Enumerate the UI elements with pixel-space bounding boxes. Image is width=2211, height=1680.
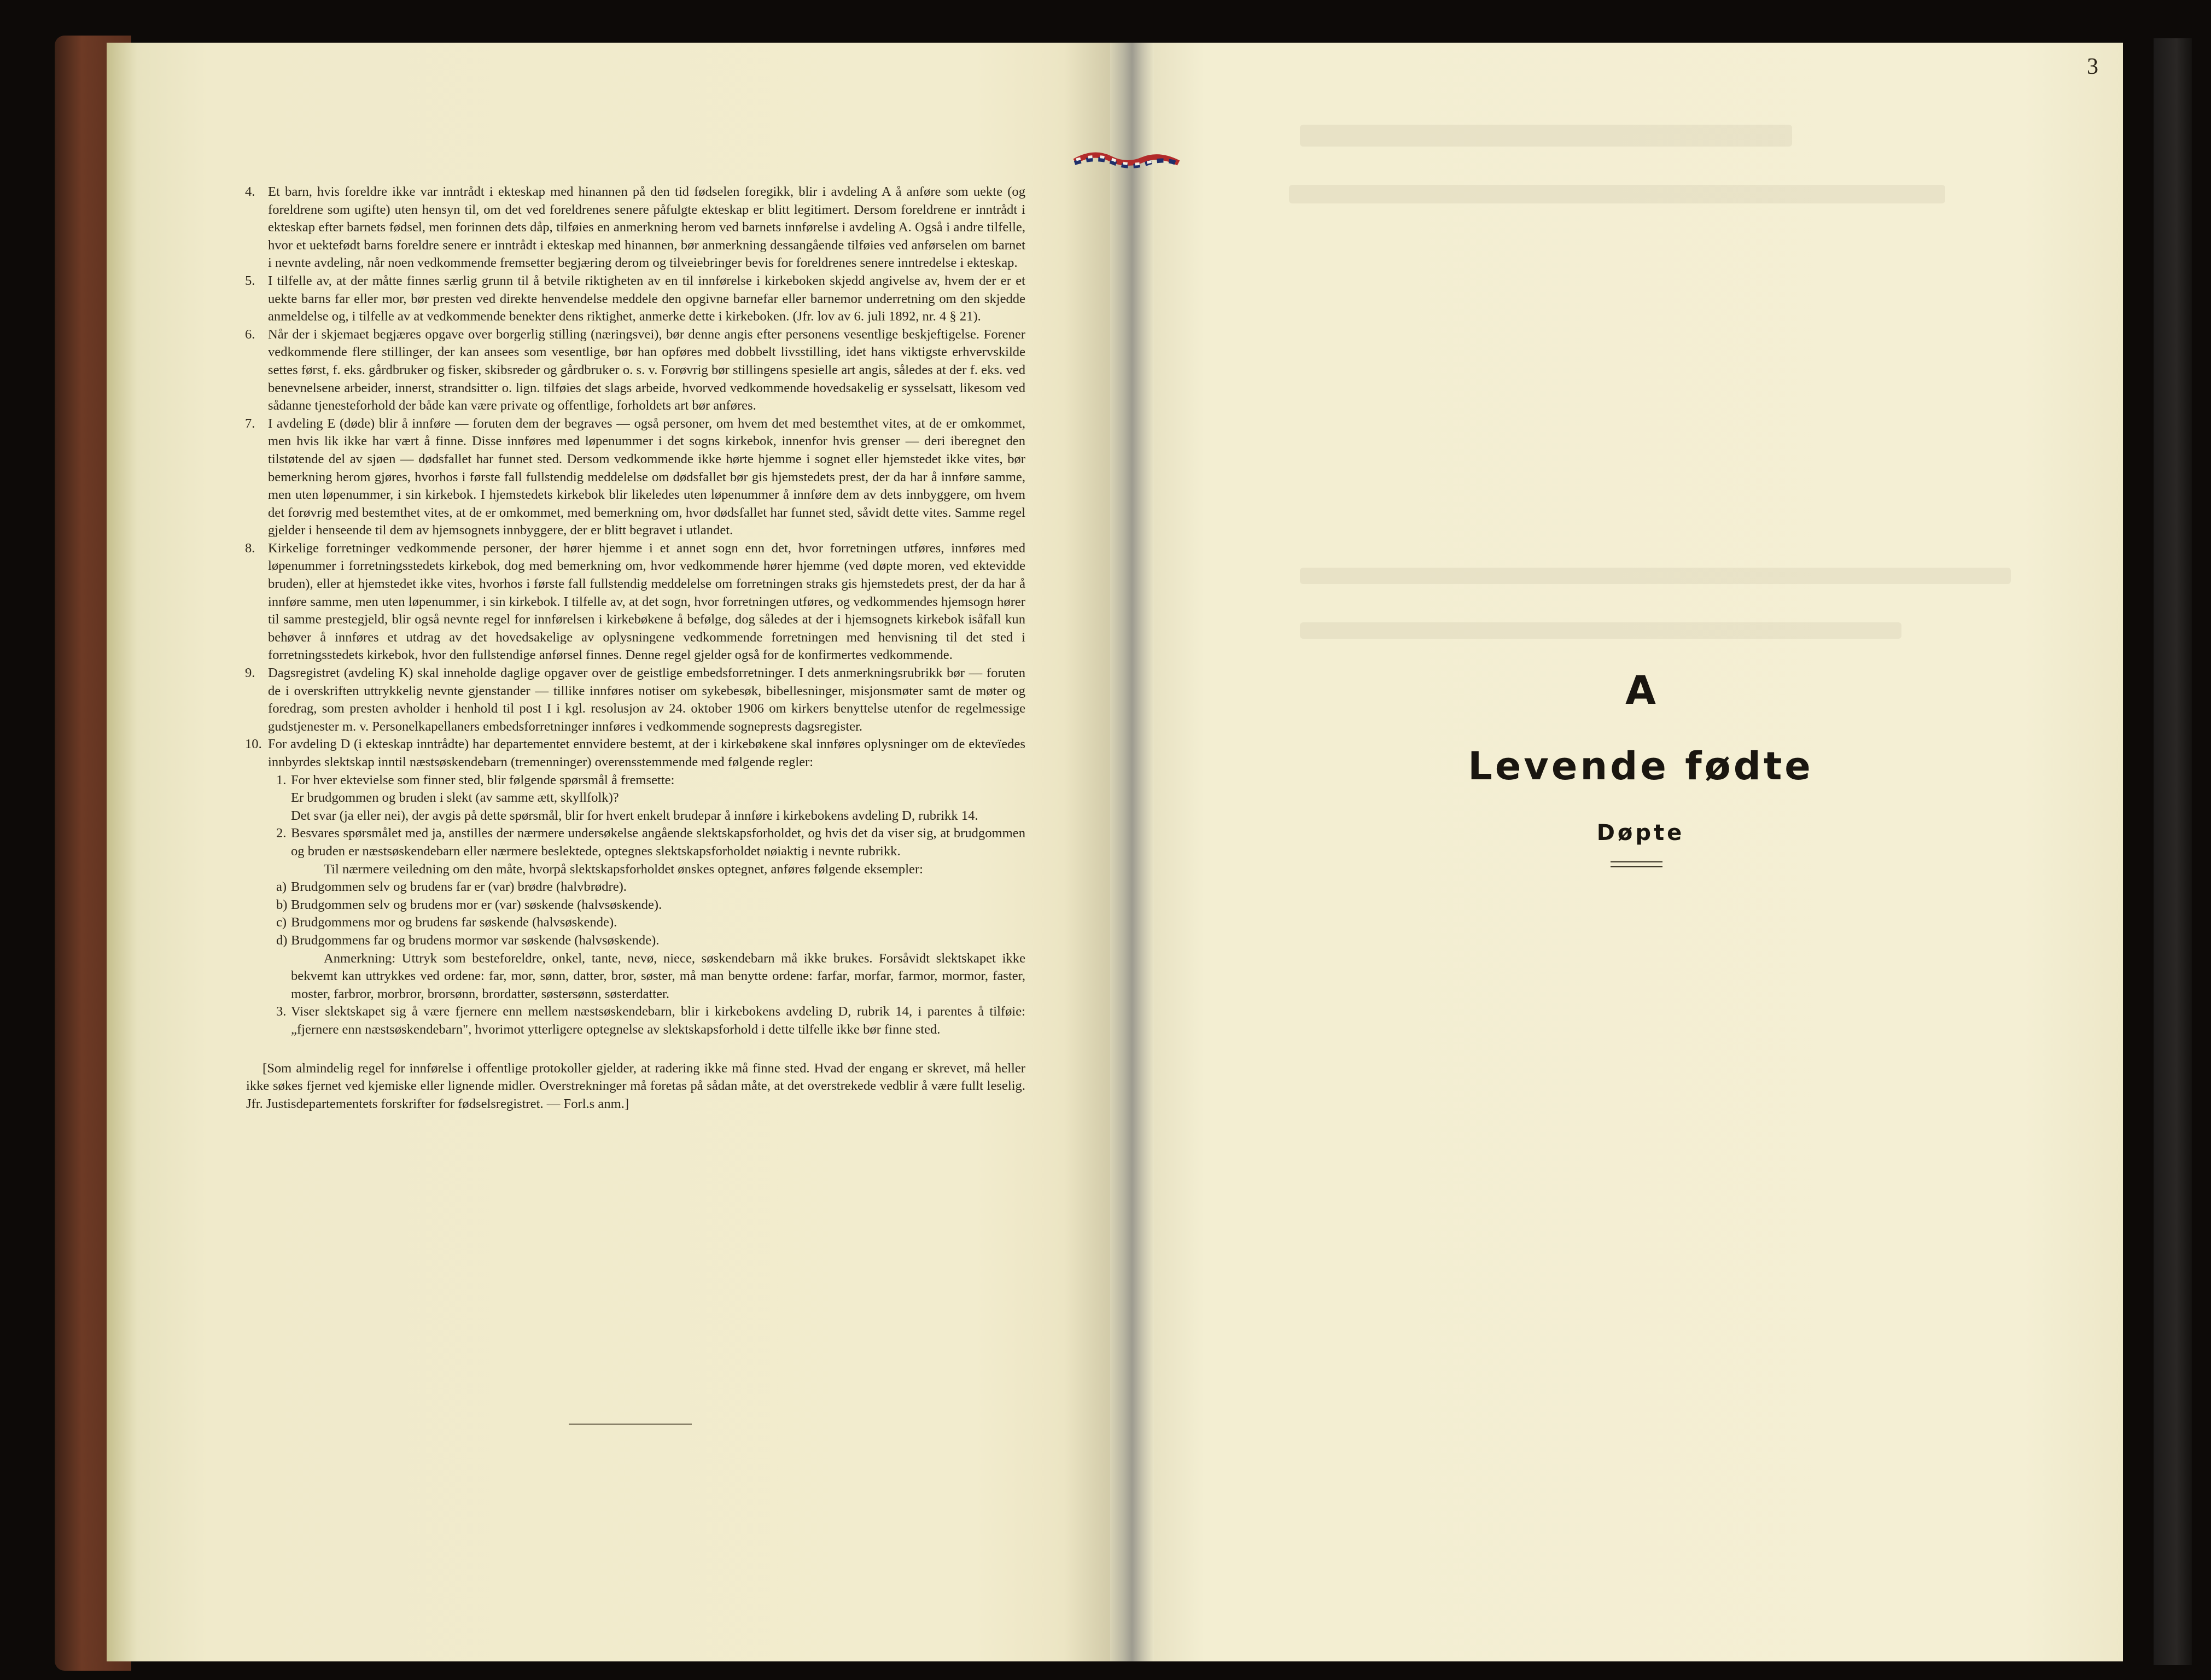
rule-item: 2. Besvares spørsmålet med ja, anstilles der nærmere undersøkelse angående slektskapsforholdet, og hvis det da viser sig, at brudgommen og bruden er næstsøskendebarn eller nærmere beslektede, optegnes slektskapsforholdet nøiaktig i nevnte rubrikk. xyxy=(276,826,1025,859)
editor-note: [Som almindelig regel for innførelse i offentlige protokoller gjelder, at radering ikke må finne sted. Hvad der engang er skrevet, må heller ikke søkes fjernet ved kjemiske eller lignende midler. Overstrekninger må foretas på sådan måte, at det overstrekede vedblir å være fullt leselig. Jfr. Justisdepartementets forskrifter for fødselsregistret. — Forl.s anm.] xyxy=(246,1060,1025,1111)
book-gutter xyxy=(1110,43,1154,1661)
instructions-text xyxy=(246,183,1025,1113)
example-item: a) Brudgommen selv og brudens far er (var) brødre (halvbrødre). xyxy=(276,879,627,895)
closing-rule xyxy=(569,1424,692,1425)
section-subtitle: Døpte xyxy=(1596,820,1685,845)
instruction-item: 7. I avdeling E (døde) blir å innføre — foruten dem der begraves — også personer, om hvem det med bestemthet vites, at de er omkommet, men hvis lik ikke har vært å finne. Disse innføres med løpenummer i det sogns kirkebok, innenfor hvis grenser — deri iberegnet den tilstøtende del av sjøen — dødsfallet har funnet sted. Dersom vedkommende ikke hørte hjemme i sognet eller hjemstedet ikke vites, bør bemerkning herom gjøres, hvorhos i første fall fullstendig meddelelse om dødsfallet bør gis hjemstedets prest, der da har å innføre samme, men uten løpenummer, i sin kirkebok. I hjemstedets kirkebok blir likeledes uten løpenummer å innføre dem av dets innbyggere, om hvem det forøvrig med bestemthet vites, at de er omkommet, med bemerkning om, hvor dødsfallet har funnet sted, såvidt dette vites. Samme regel gjelder i henseende til dem av hjemsognets innbyggere, der er blitt begravet i utlandet. xyxy=(245,416,1025,538)
example-item: c) Brudgommens mor og brudens far søskende (halvsøskende). xyxy=(276,915,617,930)
example-item: d) Brudgommens far og brudens mormor var søskende (halvsøskende). xyxy=(276,932,660,948)
rule-item: Til nærmere veiledning om den måte, hvorpå slektskapsforholdet ønskes optegnet, anføres følgende eksempler: xyxy=(324,861,923,877)
example-item: b) Brudgommen selv og brudens mor er (var) søskende (halvsøskende). xyxy=(276,897,662,912)
right-page xyxy=(1125,43,2123,1661)
instruction-item: 10. For avdeling D (i ekteskap inntrådte) har departementet ennvidere bestemt, at der i kirkebøkene skal innføres oplysninger om de ektevïedes innbyrdes slektskap inntil næstsøskendebarn (tremenninger) overensstemmende med følgende regler: xyxy=(245,737,1025,769)
rule-item: Det svar (ja eller nei), der avgis på dette spørsmål, blir for hvert enkelt brudepar å innføre i kirkebokens avdeling D, rubrikk 14. xyxy=(291,808,978,823)
page-number: 3 xyxy=(2087,54,2098,79)
instruction-item: 9. Dagsregistret (avdeling K) skal inneholde daglige opgaver over de geistlige embedsforretninger. I dets anmerkningsrubrikk bør — foruten de i overskriften uttrykkelig nevnte gjenstander — tillike innføres notiser om sykebesøk, bibellesninger, misjonsmøter samt de møter og foredrag, som presten avholder i henhold til post I i kgl. resolusjon av 24. oktober 1906 om kirkers benyttelse utenfor de regelmessige gudstjenester m. v. Personelkapellaners embedsforretninger innføres i vedkommende sogneprests dagsregister. xyxy=(245,666,1025,734)
book-cover-right-edge xyxy=(2154,38,2192,1665)
instruction-item: 4. Et barn, hvis foreldre ikke var inntrådt i ekteskap med hinannen på den tid fødselen foregikk, blir i avdeling A å anføre som uekte (og foreldrene som ugifte) uten hensyn til, om det ved foreldrenes senere påfulgte ekteskap er blitt legitimert. Dersom foreldrene er inntrådt i ekteskap efter barnets fødsel, men forinnen dets dåp, tilføies en anmerkning herom ved barnets innførelse i avdeling A. Også i andre tilfelle, hvor et uektefødt barns foreldre senere er inntrådt i ekteskap med hinannen, bør anmerkning dessangående tilføies ved anførselen om barnet i nevnte avdeling, når noen vedkommende fremsetter begjæring derom og tilveiebringer bevis for foreldrenes senere inntredelse i ekteskap. xyxy=(245,184,1025,271)
remark-text: Anmerkning: Uttryk som besteforeldre, onkel, tante, nevø, niece, søskendebarn må ikke brukes. Forsåvidt slektskapet ikke bekvemt kan uttrykkes ved ordene: far, mor, sønn, datter, bror, søster, må man benytte ordene: farfar, morfar, farmor, mormor, faster, moster, farbror, morbror, brorsønn, brordatter, søstersønn, søsterdatter. xyxy=(291,950,1025,1001)
section-title: Levende fødte xyxy=(1468,744,1813,789)
rule-item: 3. Viser slektskapet sig å være fjernere enn mellem næstsøskendebarn, blir i kirkebokens avdeling D, rubrik 14, i parentes å tilføie: „fjernere enn næstsøskendebarn", hvorimot ytterligere optegnelse av slektskapsforhold i dette tilfelle ikke bør finne sted. xyxy=(276,1004,1025,1037)
rule-item: 1. For hver ektevielse som finner sted, blir følgende spørsmål å fremsette: xyxy=(276,772,675,788)
section-letter: A xyxy=(1625,667,1656,713)
instruction-item: 8. Kirkelige forretninger vedkommende personer, der hører hjemme i et annet sogn enn det, hvor forretningen utføres, innføres med løpenummer i forretningsstedets kirkebok, dog med bemerkning om, hvor vedkommende hører hjemme (ved døpte moren, ved ektevidde bruden), eller at hjemstedet ikke vites, hvorhos i første fall fullstendig meddelelse om forretningen straks gis hjemstedets prest, der da har å innføre samme, men uten løpenummer, i sin kirkebok. I tilfelle av, at det sogn, hvor forretningen utføres, og vedkommendes hjemsogn hører til samme prestegjeld, blir også nevnte regel for innførelsen i kirkebøkene å befølge, dog således at der i hjemsognets kirkebok isåfall kun behøver å innføres et utdrag av det hovedsakelige av oplysningene vedkommende forretningen med henvisning til det sted i forretningsstedets kirkebok, hvor den fullstendige anførsel finnes. Denne regel gjelder også for de konfirmertes vedkommende. xyxy=(245,540,1025,663)
rule-item: Er brudgommen og bruden i slekt (av samme ætt, skyllfolk)? xyxy=(291,790,619,806)
instruction-item: 6. Når der i skjemaet begjæres opgave over borgerlig stilling (næringsvei), bør denne angis efter personens vesentlige beskjeftigelse. Forener vedkommende flere stillinger, der kan ansees som vesentlige, bør han opføres med dobbelt livsstilling, idet hans viktigste erhvervskilde settes først, f. eks. gårdbruker og fisker, skibsreder og gårdbruker o. s. v. Forøvrig bør stillingens spesielle art angis, således at der f. eks. ved benevnelsene arbeider, innerst, strandsitter o. lign. tilføies det slags arbeide, hvorved vedkommende hovedsakelig er sysselsatt, likesom ved sådanne tjenesteforhold der både kan være private og offentlige, forholdets art bør anføres. xyxy=(245,326,1025,413)
instruction-item: 5. I tilfelle av, at der måtte finnes særlig grunn til å betvile riktigheten av en til innførelse i kirkeboken skjedd angivelse av, hvem der er et uekte barns far eller mor, bør presten ved direkte henvendelse meddele den opgivne barnefar eller barnemor underretning om den skjedde anmeldelse og, i tilfelle av at vedkommende benekter dens riktighet, anmerke dette i kirkeboken. (Jfr. lov av 6. juli 1892, nr. 4 § 21). xyxy=(245,273,1025,324)
bookmark-ribbon xyxy=(1072,148,1181,175)
title-double-rule xyxy=(1611,861,1662,867)
